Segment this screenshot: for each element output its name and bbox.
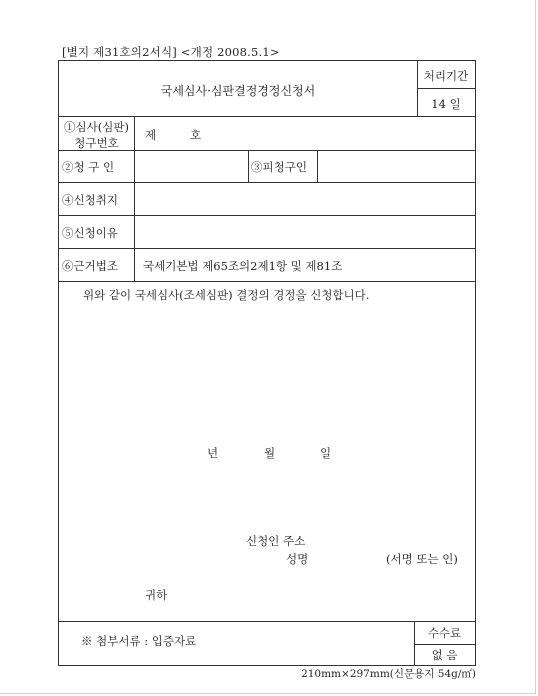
form-title: 국세심사·심판결정경정신청서 <box>160 84 316 98</box>
review-number-suffix: 호 <box>190 128 202 142</box>
applicant-separator <box>248 150 249 182</box>
processing-label: 처리기간 <box>423 69 469 83</box>
row-divider <box>59 281 475 282</box>
legal-basis-label: ⑥근거법조 <box>62 259 118 273</box>
review-number-prefix: 제 <box>145 128 157 142</box>
legal-basis-value: 국세기본법 제65조의2제1항 및 제81조 <box>143 259 343 273</box>
row-divider <box>59 248 475 249</box>
purpose-label: ④신청취지 <box>62 193 118 207</box>
respondent-label: ③피청구인 <box>251 160 307 174</box>
date-year: 년 <box>207 446 219 460</box>
label-column-separator <box>134 116 135 281</box>
processing-divider <box>417 88 475 89</box>
date-day: 일 <box>320 446 332 460</box>
application-form <box>58 60 476 666</box>
processing-value: 14 일 <box>431 97 461 111</box>
signature-note: (서명 또는 인) <box>386 552 458 566</box>
attachment-note: ※ 첨부서류 : 입증자료 <box>81 634 197 648</box>
row-divider <box>59 215 475 216</box>
recipient-label: 귀하 <box>145 588 168 602</box>
applicant-address-label: 신청인 주소 <box>246 534 306 548</box>
applicant-label: ②청 구 인 <box>62 160 115 174</box>
respondent-separator <box>317 150 318 182</box>
fee-value: 없 음 <box>431 648 458 662</box>
fee-label: 수수료 <box>427 626 462 640</box>
row-divider <box>59 621 475 622</box>
application-statement: 위와 같이 국세심사(조세심판) 결정의 경정을 신청합니다. <box>83 288 370 302</box>
form-code: [별지 제31호의2서식] <개정 2008.5.1> <box>62 45 280 59</box>
review-number-label: ①심사(심판) <box>64 120 129 134</box>
fee-divider <box>414 644 475 645</box>
applicant-name-label: 성명 <box>286 552 309 566</box>
row-divider <box>59 182 475 183</box>
paper-spec: 210mm×297mm(신문용지 54g/㎡) <box>301 668 476 680</box>
reason-label: ⑤신청이유 <box>62 226 118 240</box>
date-month: 월 <box>264 446 276 460</box>
row-divider <box>59 116 475 117</box>
review-number-label-2: 청구번호 <box>74 136 119 150</box>
